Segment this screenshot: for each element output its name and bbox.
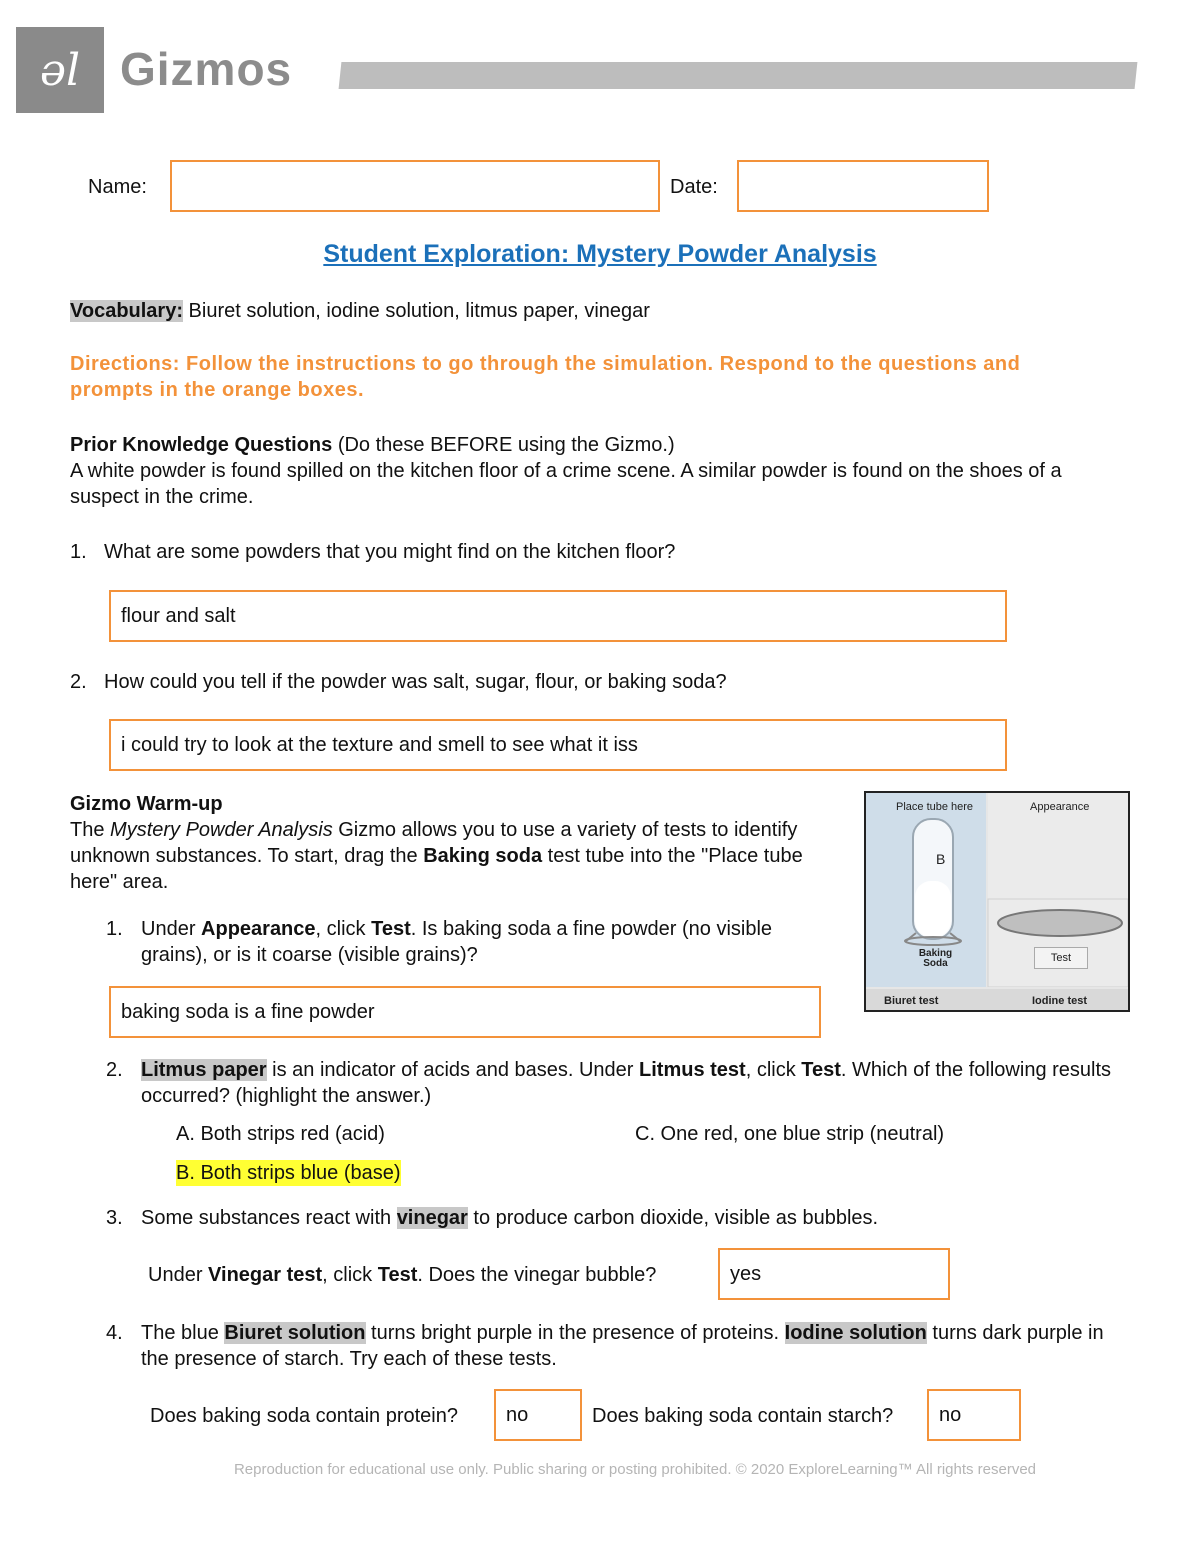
warmup-q3-sub-pre: Under (148, 1264, 209, 1286)
warmup-q2-b2: Litmus test (639, 1059, 746, 1081)
warmup-intro-post: test tube into the "Place tube here" area. (70, 845, 803, 893)
vocabulary (70, 298, 650, 324)
warmup-q2-b1: Litmus paper (141, 1059, 267, 1081)
warmup-q3 (106, 1205, 1136, 1231)
page-title: Student Exploration: Mystery Powder Analysis (323, 240, 877, 268)
gizmo-screenshot (864, 791, 1130, 1012)
option-b-highlighted[interactable]: B. Both strips blue (base) (176, 1162, 401, 1184)
prior-heading-note: (Do these BEFORE using the Gizmo.) (332, 434, 675, 456)
protein-answer[interactable]: no (494, 1389, 582, 1441)
warmup-q3-post: to produce carbon dioxide, visible as bubbles. (467, 1207, 879, 1229)
gizmo-illustration (866, 793, 1128, 987)
explorelearning-logo: ǝl (16, 27, 104, 113)
warmup-q1-b2: Test (371, 918, 411, 940)
footer-copyright: Reproduction for educational use only. Public sharing or posting prohibited. © 2020 ExploreLearning™ All rights reserved (233, 1461, 1037, 1478)
warmup-q2-number: 2. (106, 1059, 123, 1081)
warmup-q2-post: . Which of the following results occurred? (highlight the answer.) (141, 1059, 1112, 1107)
warmup-q2 (106, 1057, 1136, 1109)
prior-q1-text: What are some powders that you might find on the kitchen floor? (104, 541, 676, 563)
prior-q1-answer[interactable]: flour and salt (109, 590, 1007, 642)
vocabulary-text: Biuret solution, iodine solution, litmus paper, vinegar (183, 300, 650, 322)
option-c[interactable]: C. One red, one blue strip (neutral) (635, 1123, 945, 1145)
warmup-q1-mid: , click (315, 918, 372, 940)
warmup-q3-b1: vinegar (396, 1207, 468, 1229)
prior-q2-number: 2. (70, 671, 87, 693)
warmup-q1-number: 1. (106, 918, 123, 940)
warmup-q3-answer[interactable]: yes (718, 1248, 950, 1300)
date-field[interactable] (737, 160, 989, 212)
directions: Directions: Follow the instructions to go through the simulation. Respond to the questions and prompts in the orange boxes. (70, 353, 1021, 401)
warmup-q1-pre: Under (141, 918, 202, 940)
warmup-intro-bold: Baking soda (423, 845, 543, 867)
powder-fill (915, 881, 951, 937)
warmup-q3-pre: Some substances react with (141, 1207, 397, 1229)
warmup-q4-b2: Iodine solution (784, 1322, 927, 1344)
petri-dish (998, 910, 1122, 936)
warmup-q1-answer[interactable]: baking soda is a fine powder (109, 986, 821, 1038)
warmup-intro-pre: The (70, 819, 111, 841)
warmup-q3-number: 3. (106, 1207, 123, 1229)
starch-question: Does baking soda contain starch? (592, 1405, 894, 1427)
tube-label: Baking Soda (918, 948, 953, 969)
gizmo-test-button: Test (1034, 947, 1088, 969)
starch-answer[interactable]: no (927, 1389, 1021, 1441)
warmup-q4-pre: The blue (141, 1322, 225, 1344)
warmup-q4-mid: turns bright purple in the presence of proteins. (365, 1322, 785, 1344)
prior-knowledge-section (70, 432, 1135, 510)
tube-letter: B (936, 851, 946, 867)
warmup-q1-post: . Is baking soda a fine powder (no visible grains), or is it coarse (visible grains)? (141, 918, 773, 966)
warmup-heading: Gizmo Warm-up (70, 793, 223, 815)
place-tube-label: Place tube here (896, 801, 974, 813)
warmup-q2-b3: Test (801, 1059, 841, 1081)
prior-q1 (70, 539, 675, 565)
name-field[interactable] (170, 160, 660, 212)
vocabulary-label: Vocabulary: (70, 300, 183, 322)
header-bar (339, 62, 1138, 89)
warmup-q1-b1: Appearance (201, 918, 316, 940)
option-a[interactable]: A. Both strips red (acid) (176, 1123, 385, 1145)
prior-heading: Prior Knowledge Questions (70, 434, 333, 456)
warmup-q3-sub (148, 1262, 656, 1288)
gizmos-brand: Gizmos (120, 43, 293, 95)
iodine-test-label: Iodine test (1032, 995, 1088, 1007)
date-label: Date: (670, 176, 718, 198)
protein-question: Does baking soda contain protein? (150, 1405, 458, 1427)
warmup-section (70, 791, 830, 895)
warmup-q3-sub-b1: Vinegar test (208, 1264, 323, 1286)
warmup-q2-mid: is an indicator of acids and bases. Under (266, 1059, 640, 1081)
biuret-test-label: Biuret test (884, 995, 939, 1007)
warmup-intro-italic: Mystery Powder Analysis (110, 819, 333, 841)
warmup-q3-sub-b2: Test (377, 1264, 418, 1286)
warmup-intro-mid: Gizmo allows you to use a variety of tests to identify unknown substances. To start, drag the (70, 819, 798, 867)
warmup-q4-b1: Biuret solution (224, 1322, 366, 1344)
warmup-q3-sub-mid: , click (322, 1264, 378, 1286)
warmup-q4-post: turns dark purple in the presence of starch. Try each of these tests. (141, 1322, 1104, 1370)
prior-q2 (70, 669, 727, 695)
warmup-q4 (106, 1320, 1136, 1372)
appearance-label: Appearance (1030, 801, 1090, 813)
warmup-q4-number: 4. (106, 1322, 123, 1344)
prior-intro: A white powder is found spilled on the kitchen floor of a crime scene. A similar powder is found on the shoes of a suspect in the crime. (70, 460, 1062, 508)
warmup-q3-sub-post: . Does the vinegar bubble? (417, 1264, 657, 1286)
prior-q1-number: 1. (70, 541, 87, 563)
prior-q2-answer[interactable]: i could try to look at the texture and smell to see what it iss (109, 719, 1007, 771)
prior-q2-text: How could you tell if the powder was salt, sugar, flour, or baking soda? (104, 671, 727, 693)
name-label: Name: (88, 176, 147, 198)
warmup-q1 (106, 916, 836, 968)
warmup-q2-mid2: , click (745, 1059, 802, 1081)
